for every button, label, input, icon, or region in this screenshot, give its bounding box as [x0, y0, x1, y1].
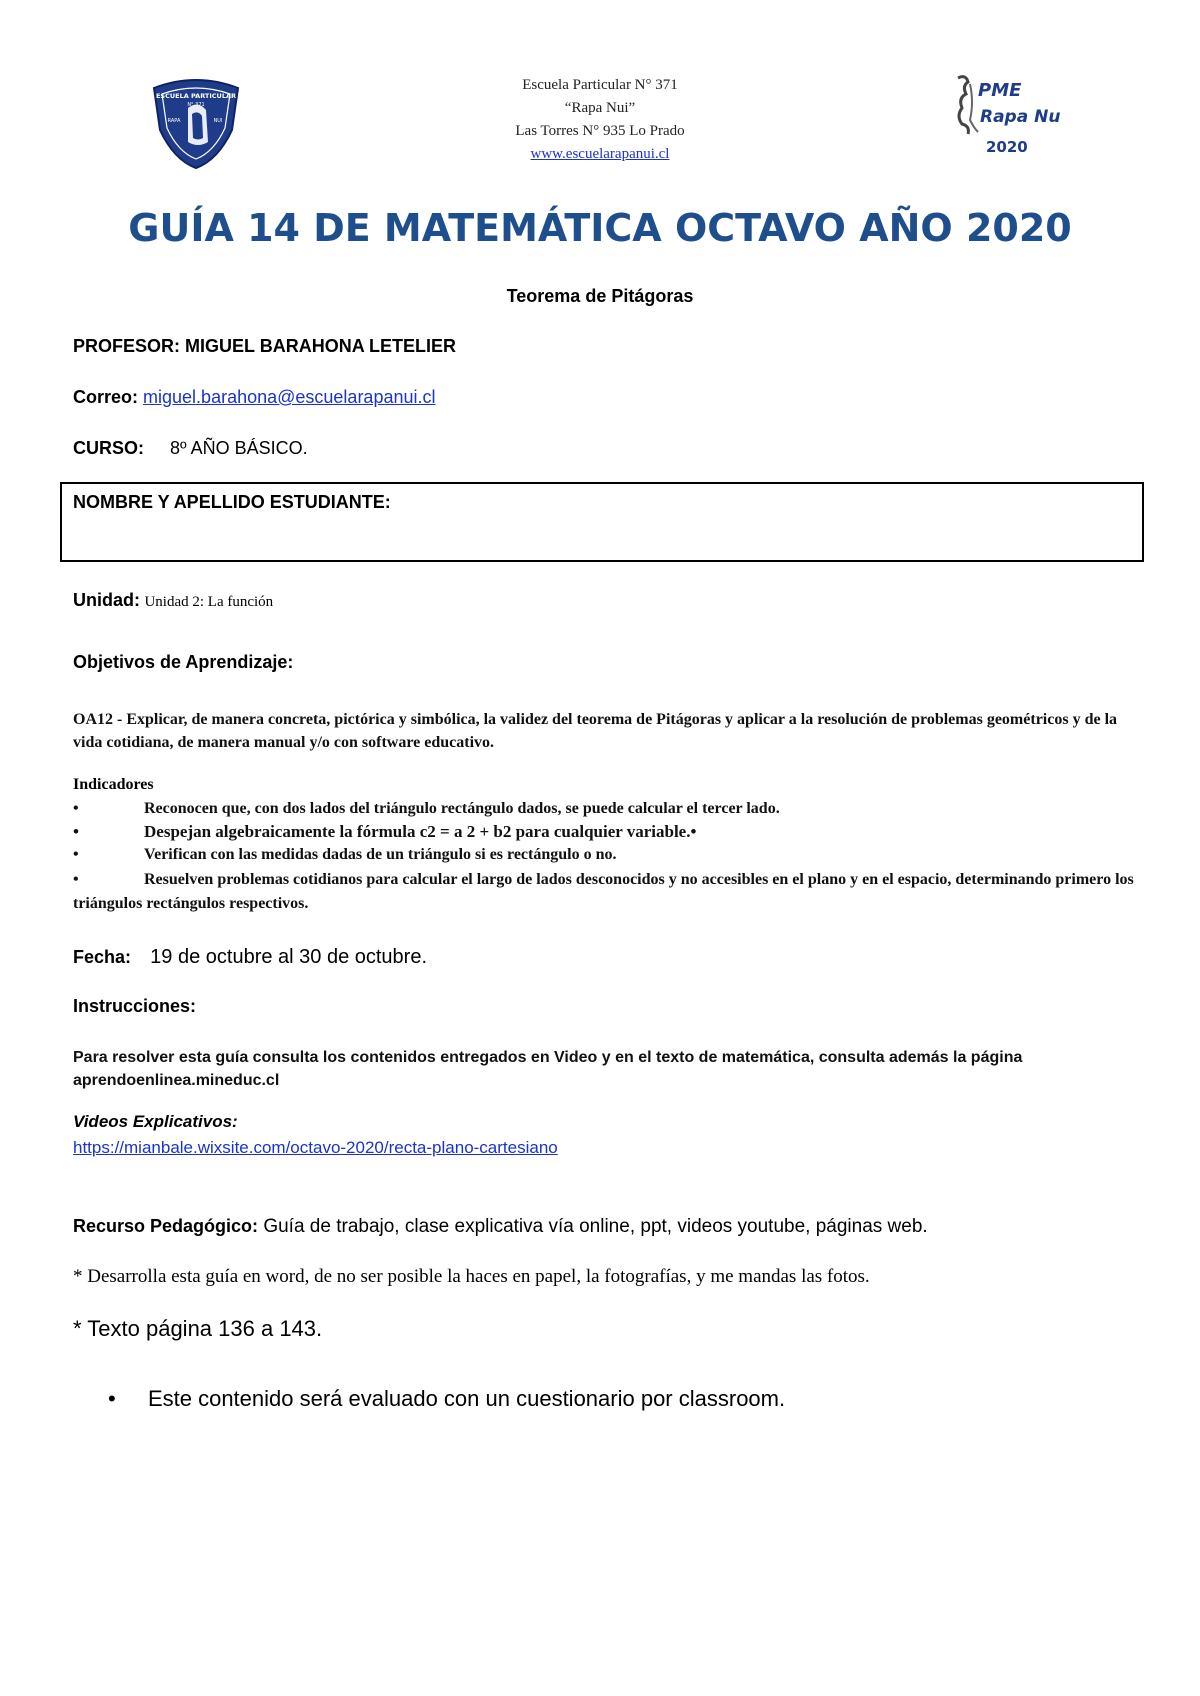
school-address: Las Torres N° 935 Lo Prado [515, 123, 685, 139]
seal-left-text: RAPA [167, 118, 181, 124]
indicador-text: Verifican con las medidas dadas de un triángulo si es rectángulo o no. [144, 846, 617, 863]
seal-right-text: NUI [213, 118, 223, 124]
student-name-label: NOMBRE Y APELLIDO ESTUDIANTE: [73, 492, 391, 512]
curso-value: 8º AÑO BÁSICO. [170, 438, 308, 458]
profesor-line [73, 336, 456, 357]
bullet-icon: • [73, 822, 79, 841]
pme-rapa-nui-logo [948, 72, 1060, 169]
videos-url-link[interactable]: https://mianbale.wixsite.com/octavo-2020/recta-plano-cartesiano [73, 1138, 558, 1157]
pme-year-text: 2020 [986, 138, 1028, 156]
page-title: GUÍA 14 DE MATEMÁTICA OCTAVO AÑO 2020 [128, 206, 1072, 250]
bullet-icon: • [108, 1386, 116, 1411]
recurso-value: Guía de trabajo, clase explicativa vía online, ppt, videos youtube, páginas web. [263, 1216, 928, 1237]
objetivos-label: Objetivos de Aprendizaje: [73, 652, 294, 672]
fecha-line [73, 946, 427, 969]
school-seal-logo [148, 78, 244, 175]
curso-label: CURSO: [73, 438, 144, 458]
profesor-label: PROFESOR: [73, 336, 181, 356]
unidad-label: Unidad: [73, 590, 140, 610]
correo-line [73, 387, 436, 408]
indicadores-title: Indicadores [73, 776, 154, 793]
school-alias: “Rapa Nui” [564, 100, 636, 116]
school-header [400, 74, 800, 166]
instrucciones-text: Para resolver esta guía consulta los contenidos entregados en Video y en el texto de matemática, consulta además la página aprendoenlinea.mineduc.cl [73, 1049, 1023, 1089]
videos-label: Videos Explicativos: [73, 1112, 238, 1131]
recurso-label: Recurso Pedagógico: [73, 1216, 259, 1236]
recurso-line [73, 1216, 928, 1238]
indicador-text: Resuelven problemas cotidianos para calcular el largo de lados desconocidos y no accesibles en el plano y en el espacio, determinando primero los triángulos rectángulos respectivos. [73, 871, 1134, 912]
fecha-value: 19 de octubre al 30 de octubre. [150, 946, 428, 968]
pme-rapa-nui-text: Rapa Nui [980, 107, 1060, 127]
correo-email-link[interactable]: miguel.barahona@escuelarapanui.cl [143, 387, 436, 407]
bullet-icon: • [73, 871, 79, 888]
school-name: Escuela Particular N° 371 [522, 77, 678, 93]
evaluado-line [108, 1386, 785, 1412]
indicador-text: Despejan algebraicamente la fórmula c2 = a 2 + b2 para cualquier variable.• [144, 822, 697, 841]
fecha-label: Fecha: [73, 947, 132, 967]
student-name-box[interactable] [60, 482, 1144, 562]
unidad-value: Unidad 2: La función [144, 594, 274, 610]
correo-label: Correo: [73, 387, 139, 407]
seal-top-text: ESCUELA PARTICULAR [155, 92, 237, 100]
bullet-icon: • [73, 846, 79, 863]
unidad-line [73, 590, 273, 611]
evaluado-text: Este contenido será evaluado con un cuestionario por classroom. [147, 1386, 786, 1411]
page-subtitle: Teorema de Pitágoras [506, 286, 694, 306]
bullet-icon: • [73, 800, 79, 817]
oa-description: OA12 - Explicar, de manera concreta, pictórica y simbólica, la validez del teorema de Pitágoras y aplicar a la resolución de problemas geométricos y de la vida cotidiana, de manera manual y/o con software educativo. [73, 711, 1118, 751]
profesor-value: MIGUEL BARAHONA LETELIER [185, 336, 457, 356]
pme-text: PME [978, 80, 1022, 101]
texto-pagina: * Texto página 136 a 143. [73, 1316, 323, 1341]
instrucciones-label: Instrucciones: [73, 996, 197, 1016]
indicador-item [73, 868, 1143, 916]
school-website-link[interactable]: www.escuelarapanui.cl [530, 146, 670, 162]
indicador-text: Reconocen que, con dos lados del triángulo rectángulo dados, se puede calcular el tercer lado. [144, 800, 780, 817]
seal-number-text: N° 371 [187, 102, 205, 108]
curso-line [73, 438, 308, 459]
desarrolla-text: * Desarrolla esta guía en word, de no ser posible la haces en papel, la fotografías, y me mandas las fotos. [73, 1266, 870, 1287]
